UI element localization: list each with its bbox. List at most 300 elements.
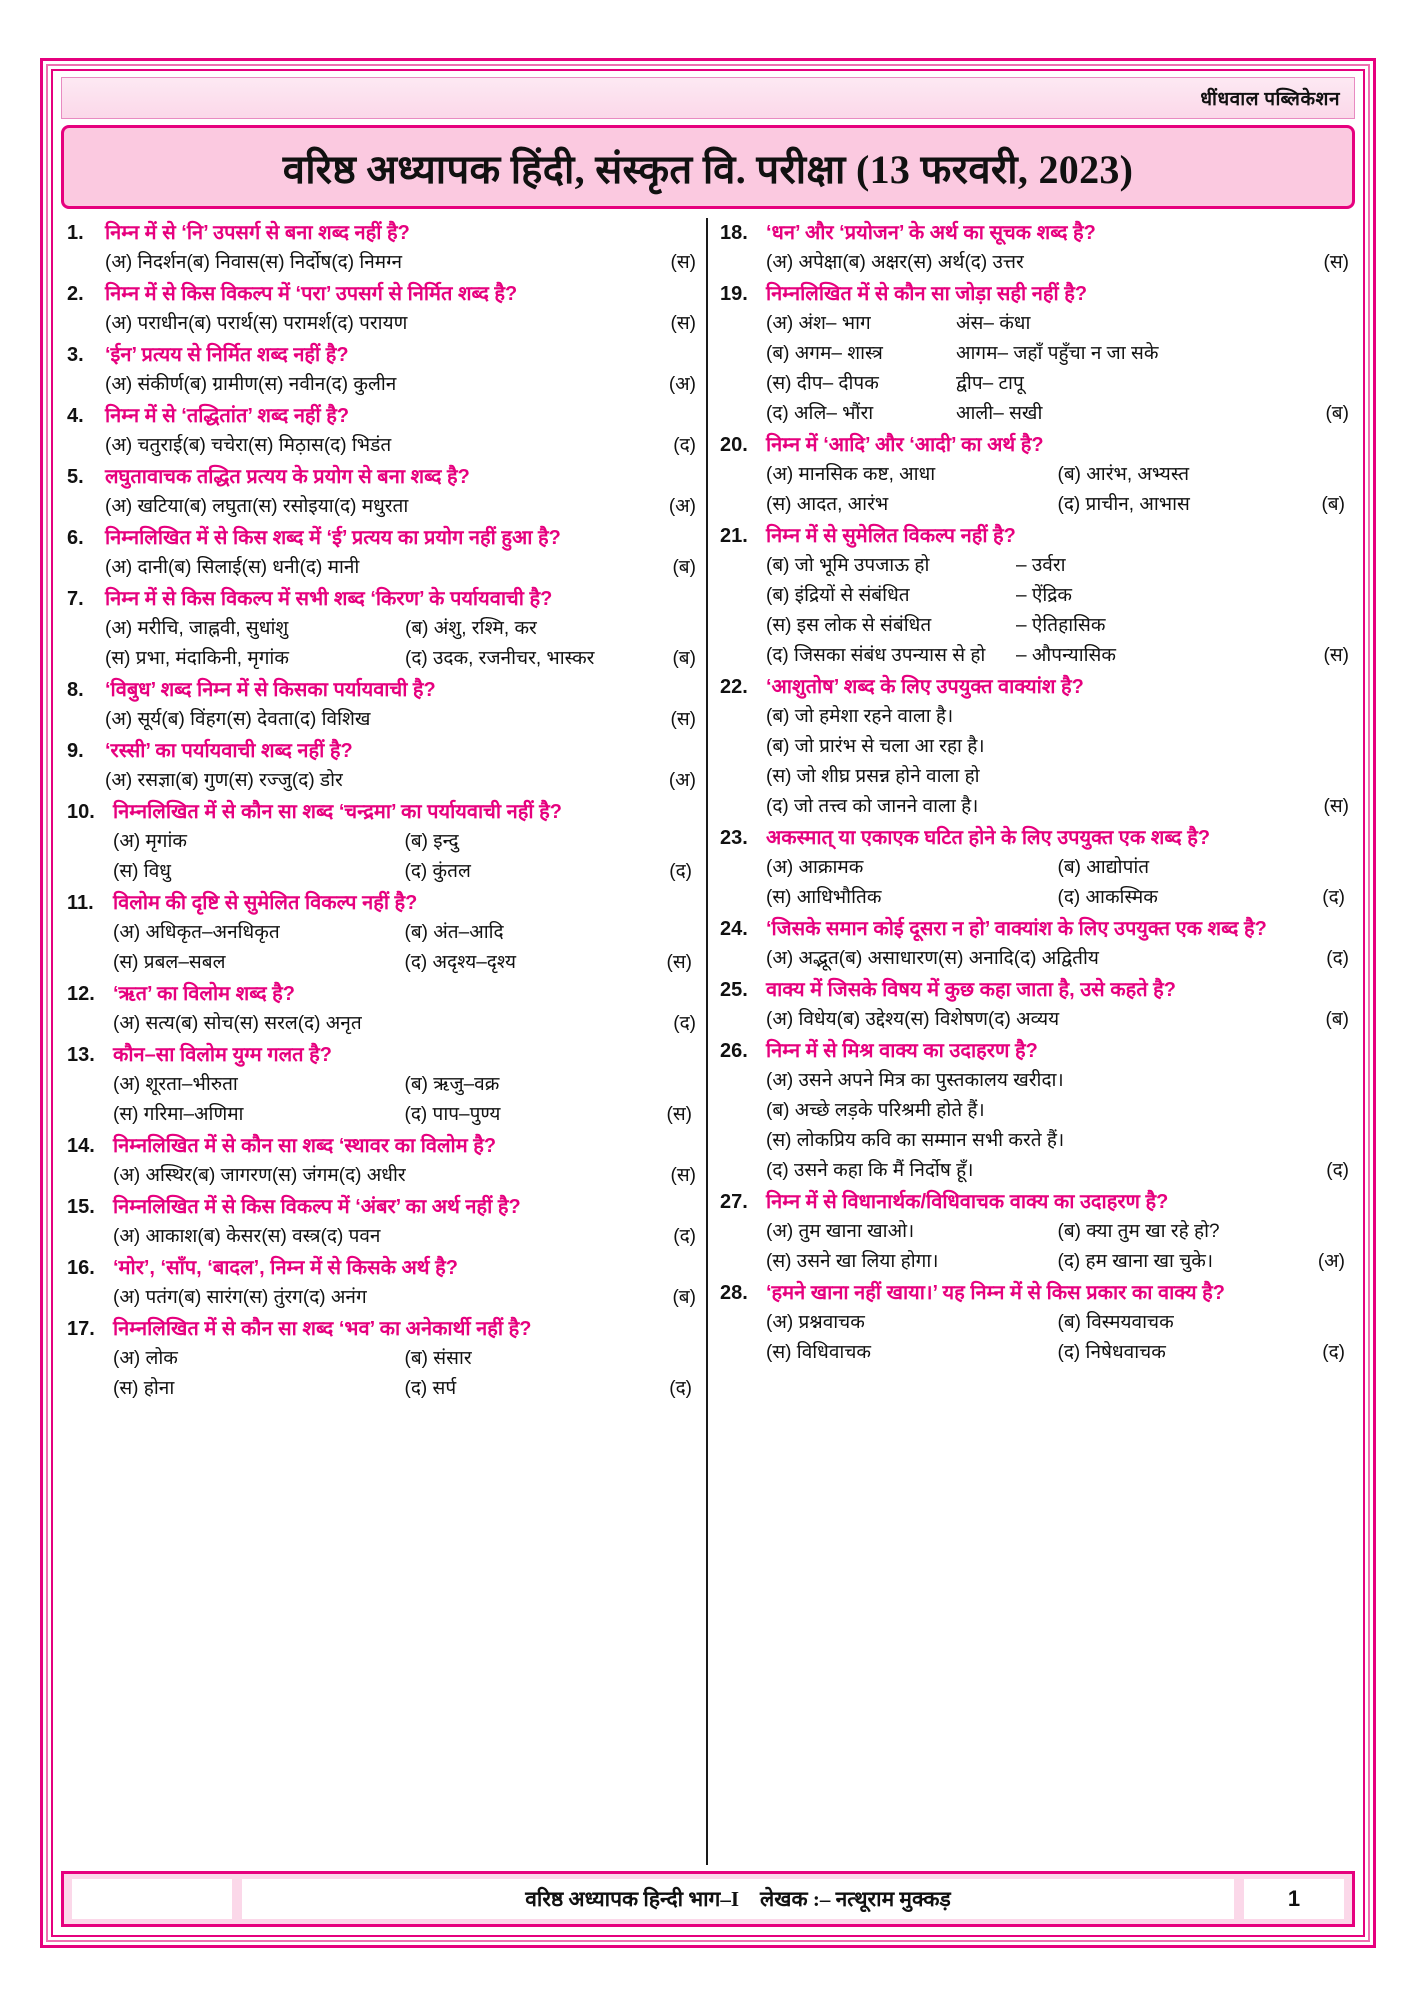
question-number: 13.: [67, 1044, 95, 1066]
question-text: निम्न में से मिश्र वाक्य का उदाहरण है?: [766, 1040, 1038, 1062]
option-row: [105, 705, 696, 735]
title-banner: [61, 125, 1355, 209]
option-right[interactable]: [405, 1374, 697, 1404]
option-left[interactable]: (स) उसने खा लिया होगा।: [766, 1251, 939, 1272]
option-pair-right[interactable]: आली– सखी: [956, 403, 1043, 424]
option-pair-left[interactable]: (ब) अगम– शास्त्र: [766, 343, 883, 364]
answer-key: (अ): [668, 496, 696, 517]
answer-key: (द): [1322, 1342, 1345, 1363]
question-number: 8.: [67, 679, 84, 701]
option-right-label[interactable]: (द) अदृश्य–दृश्य: [404, 952, 516, 973]
option-text[interactable]: (स) जो शीघ्र प्रसन्न होने वाला हो: [766, 766, 980, 787]
option-2[interactable]: (स) सरल: [233, 1013, 298, 1034]
question-item: [67, 462, 696, 522]
question-body: [766, 1278, 1349, 1368]
option-2[interactable]: (स) परामर्श: [252, 313, 332, 334]
answer-key: (द): [1326, 1160, 1349, 1181]
option-0[interactable]: (अ) चतुराई: [105, 435, 183, 456]
option-right-label[interactable]: (द) कुंतल: [404, 861, 471, 882]
option-0[interactable]: (अ) अद्भूत: [766, 948, 839, 969]
question-item: [67, 279, 696, 339]
question-number: 12.: [67, 983, 95, 1005]
option-left[interactable]: (अ) लोक: [113, 1348, 178, 1369]
question-body: [766, 975, 1349, 1035]
option-3[interactable]: (द) परायण: [331, 313, 408, 334]
option-right[interactable]: [405, 948, 697, 978]
option-left[interactable]: (अ) तुम खाना खाओ।: [766, 1221, 915, 1242]
option-right-label[interactable]: (द) सर्प: [404, 1378, 457, 1399]
footer-left-box: [72, 1879, 232, 1919]
question-number: 14.: [67, 1135, 95, 1157]
option-row: [766, 309, 1349, 339]
option-3[interactable]: (द) अनंग: [302, 1287, 367, 1308]
question-item: [67, 797, 696, 887]
answer-key: (स): [666, 1104, 692, 1125]
option-pair-left[interactable]: (अ) अंश– भाग: [766, 313, 871, 334]
option-0[interactable]: (अ) अस्थिर: [113, 1165, 192, 1186]
question-item: [67, 1040, 696, 1130]
question-text: ‘रस्सी’ का पर्यायवाची शब्द नहीं है?: [105, 740, 353, 762]
question-text: ‘धन’ और ‘प्रयोजन’ के अर्थ का सूचक शब्द है?: [766, 222, 1096, 244]
question-number: 2.: [67, 283, 84, 305]
question-body: [113, 1040, 696, 1130]
question-text: निम्न में से सुमेलित विकल्प नहीं है?: [766, 525, 1016, 547]
option-pair-right[interactable]: आगम– जहाँ पहुँचा न जा सके: [956, 343, 1159, 364]
question-text: निम्नलिखित में से किस शब्द में ‘ई’ प्रत्यय का प्रयोग नहीं हुआ है?: [105, 527, 561, 549]
option-row: [766, 611, 1349, 641]
option-text[interactable]: (द) उसने कहा कि मैं निर्दोष हूँ।: [766, 1160, 974, 1181]
option-right-label[interactable]: (ब) अंत–आदि: [404, 922, 504, 943]
answer-key: (स): [1323, 645, 1349, 666]
option-row: [766, 762, 1349, 792]
option-left[interactable]: (अ) मानसिक कष्ट, आधा: [766, 464, 936, 485]
option-row: [766, 1066, 1349, 1096]
option-pair-right[interactable]: – उर्वरा: [1016, 555, 1066, 576]
option-2[interactable]: (स) देवता: [226, 709, 294, 730]
option-row: [766, 1126, 1349, 1156]
question-text: ‘जिसके समान कोई दूसरा न हो’ वाक्यांश के लिए उपयुक्त एक शब्द है?: [766, 918, 1267, 940]
page-frame-inner: [46, 64, 1370, 1942]
option-2[interactable]: (स) विशेषण: [904, 1009, 989, 1030]
option-2[interactable]: (स) रसोइया: [252, 496, 334, 517]
option-left[interactable]: (स) होना: [113, 1378, 175, 1399]
question-body: [61, 218, 1355, 1865]
option-row: [766, 702, 1349, 732]
question-item: [67, 523, 696, 583]
question-body: [766, 914, 1349, 974]
question-text: ‘विबुध’ शब्द निम्न में से किसका पर्यायवाची है?: [105, 679, 436, 701]
question-item: [67, 340, 696, 400]
option-right-label[interactable]: (ब) आरंभ, अभ्यस्त: [1057, 464, 1190, 485]
question-body: [105, 218, 696, 278]
page-frame: [40, 58, 1376, 1948]
option-row: [113, 1161, 696, 1191]
option-pair-left[interactable]: (स) प्रभा, मंदाकिनी, मृगांक: [105, 648, 289, 669]
option-row: [766, 853, 1349, 883]
option-right[interactable]: [1058, 460, 1350, 490]
answer-key: (द): [669, 1378, 692, 1399]
option-pair-right[interactable]: (ब) अंशु, रश्मि, कर: [405, 618, 537, 639]
option-2[interactable]: (स) तुंरग: [242, 1287, 303, 1308]
question-item: [720, 672, 1349, 822]
option-row: [105, 614, 696, 644]
question-text: वाक्य में जिसके विषय में कुछ कहा जाता है, उसे कहते है?: [766, 979, 1177, 1001]
question-number: 9.: [67, 740, 84, 762]
option-row: [766, 248, 1349, 278]
option-3[interactable]: (द) अद्वितीय: [1013, 948, 1099, 969]
option-0[interactable]: (अ) पराधीन: [105, 313, 189, 334]
question-text: विलोम की दृष्टि से सुमेलित विकल्प नहीं है?: [113, 892, 418, 914]
option-row: [766, 399, 1349, 429]
question-body: [105, 340, 696, 400]
option-1[interactable]: (ब) ग्रामीण: [183, 374, 258, 395]
option-row: [113, 1070, 696, 1100]
option-row: [113, 1222, 696, 1252]
question-body: [113, 1253, 696, 1313]
option-right-label[interactable]: (ब) क्या तुम खा रहे हो?: [1057, 1221, 1220, 1242]
question-text: निम्न में से किस विकल्प में ‘परा’ उपसर्ग से निर्मित शब्द है?: [105, 283, 518, 305]
option-1[interactable]: (ब) सोच: [174, 1013, 234, 1034]
option-1[interactable]: (ब) लघुता: [183, 496, 253, 517]
option-2[interactable]: (स) निर्दोष: [259, 252, 332, 273]
option-left[interactable]: (स) प्रबल–सबल: [113, 952, 226, 973]
question-text: निम्न में से विधानार्थक/विधिवाचक वाक्य का उदाहरण है?: [766, 1191, 1169, 1213]
question-text: निम्नलिखित में से कौन सा जोड़ा सही नहीं है?: [766, 283, 1088, 305]
question-item: [67, 1131, 696, 1191]
option-row: [105, 248, 696, 278]
publisher-strip: [61, 77, 1355, 119]
question-text: ‘ऋत’ का विलोम शब्द है?: [113, 983, 295, 1005]
option-row: [766, 641, 1349, 671]
option-row: [113, 1344, 696, 1374]
option-row: [105, 370, 696, 400]
question-text: लघुतावाचक तद्धित प्रत्यय के प्रयोग से बना शब्द है?: [105, 466, 470, 488]
question-text: निम्नलिखित में से कौन सा शब्द ‘चन्द्रमा’ का पर्यायवाची नहीं है?: [113, 801, 562, 823]
option-left[interactable]: (स) विधिवाचक: [766, 1342, 872, 1363]
option-row: [113, 1374, 696, 1404]
question-body: [766, 279, 1349, 429]
option-right[interactable]: [405, 1070, 697, 1100]
option-1[interactable]: (ब) परार्थ: [188, 313, 253, 334]
question-body: [113, 888, 696, 978]
option-1[interactable]: (ब) गुण: [175, 770, 229, 791]
question-number: 11.: [67, 892, 94, 914]
question-number: 4.: [67, 405, 84, 427]
question-text: निम्न में से ‘नि’ उपसर्ग से बना शब्द नहीं है?: [105, 222, 410, 244]
option-text[interactable]: (स) लोकप्रिय कवि का सम्मान सभी करते हैं।: [766, 1130, 1065, 1151]
option-1[interactable]: (ब) केसर: [197, 1226, 262, 1247]
question-item: [67, 401, 696, 461]
option-1[interactable]: (ब) जागरण: [191, 1165, 272, 1186]
left-column: [61, 218, 708, 1865]
option-2[interactable]: (स) वस्त्र: [261, 1226, 321, 1247]
option-left[interactable]: (अ) आक्रामक: [766, 857, 864, 878]
option-2[interactable]: (स) मिठ़ास: [247, 435, 324, 456]
option-3[interactable]: (द) पवन: [320, 1226, 381, 1247]
answer-key: (स): [1323, 252, 1349, 273]
option-row: [113, 918, 696, 948]
option-1[interactable]: (ब) असाधारण: [838, 948, 938, 969]
option-left[interactable]: (अ) प्रश्नवाचक: [766, 1312, 865, 1333]
option-row: [766, 490, 1349, 520]
question-item: [67, 584, 696, 674]
publisher-name: धींधवाल पब्लिकेशन: [1200, 89, 1340, 110]
question-item: [67, 979, 696, 1039]
option-row: [105, 553, 696, 583]
option-row: [766, 944, 1349, 974]
option-left[interactable]: (स) आदत, आरंभ: [766, 494, 889, 515]
option-1[interactable]: (ब) विंहग: [161, 709, 227, 730]
question-body: [105, 736, 696, 796]
option-2[interactable]: (स) अर्थ: [907, 252, 965, 273]
option-0[interactable]: (अ) दानी: [105, 557, 168, 578]
option-right-label[interactable]: (ब) आद्योपांत: [1057, 857, 1150, 878]
footer-book-title: [525, 1885, 951, 1913]
question-text: कौन–सा विलोम युग्म गलत है?: [113, 1044, 332, 1066]
option-right-label[interactable]: (ब) ऋजु–वक्र: [404, 1074, 500, 1095]
option-row: [766, 551, 1349, 581]
option-pair-left[interactable]: (द) अलि– भौंरा: [766, 403, 874, 424]
option-2[interactable]: (स) रज्जु: [228, 770, 292, 791]
question-item: [67, 218, 696, 278]
option-1[interactable]: (ब) चचेरा: [182, 435, 248, 456]
option-row: [113, 827, 696, 857]
question-number: 7.: [67, 588, 84, 610]
option-text[interactable]: (अ) उसने अपने मित्र का पुस्तकालय खरीदा।: [766, 1070, 1064, 1091]
question-body: [766, 672, 1349, 822]
answer-key: (द): [1322, 887, 1345, 908]
option-row: [113, 1009, 696, 1039]
question-item: [720, 430, 1349, 520]
option-right-label[interactable]: (द) आकस्मिक: [1057, 887, 1158, 908]
option-right[interactable]: [1058, 1217, 1350, 1247]
question-text: अकस्मात् या एकाएक घटित होने के लिए उपयुक्त एक शब्द है?: [766, 827, 1211, 849]
option-0[interactable]: (अ) रसज्ञा: [105, 770, 176, 791]
option-3[interactable]: (द) अनृत: [297, 1013, 362, 1034]
option-right-label[interactable]: (द) प्राचीन, आभास: [1057, 494, 1190, 515]
question-text: ‘ईन’ प्रत्यय से निर्मित शब्द नहीं है?: [105, 344, 349, 366]
question-number: 10.: [67, 801, 95, 823]
answer-key: (द): [673, 435, 696, 456]
option-pair-left[interactable]: (स) इस लोक से संबंधित: [766, 615, 932, 636]
question-body: [766, 521, 1349, 671]
option-row: [766, 1217, 1349, 1247]
question-text: ‘आशुतोष’ शब्द के लिए उपयुक्त वाक्यांश है?: [766, 676, 1084, 698]
option-right[interactable]: [405, 1100, 697, 1130]
question-item: [720, 218, 1349, 278]
answer-key: (ब): [1321, 494, 1345, 515]
question-text: निम्न में से किस विकल्प में सभी शब्द ‘किरण’ के पर्यायवाची है?: [105, 588, 553, 610]
option-text[interactable]: (ब) जो प्रारंभ से चला आ रहा है।: [766, 736, 985, 757]
answer-key: (अ): [668, 374, 696, 395]
option-left[interactable]: (अ) अधिकृत–अनधिकृत: [113, 922, 280, 943]
option-pair-left[interactable]: (द) जिसका संबंध उपन्यास से हो: [766, 645, 986, 666]
option-row: [766, 1096, 1349, 1126]
option-left[interactable]: (स) आधिभौतिक: [766, 887, 882, 908]
option-pair-right[interactable]: द्वीप– टापू: [956, 373, 1024, 394]
question-body: [766, 823, 1349, 913]
option-pair-left[interactable]: (ब) जो भूमि उपजाऊ हो: [766, 555, 930, 576]
option-pair-right[interactable]: – ऐंद्रिक: [1016, 585, 1072, 606]
option-2[interactable]: (स) जंगम: [271, 1165, 339, 1186]
option-2[interactable]: (स) धनी: [241, 557, 300, 578]
option-right[interactable]: [405, 1344, 697, 1374]
question-item: [720, 279, 1349, 429]
answer-key: (द): [1326, 948, 1349, 969]
question-item: [720, 521, 1349, 671]
option-1[interactable]: (ब) निवास: [186, 252, 260, 273]
option-3[interactable]: (द) अधीर: [338, 1165, 406, 1186]
question-number: 23.: [720, 827, 748, 849]
answer-key: (ब): [672, 648, 696, 669]
question-body: [105, 675, 696, 735]
question-body: [766, 1036, 1349, 1186]
option-1[interactable]: (ब) उद्देश्य: [836, 1009, 905, 1030]
option-row: [113, 857, 696, 887]
answer-key: (अ): [668, 770, 696, 791]
option-right[interactable]: [405, 918, 697, 948]
question-number: 21.: [720, 525, 748, 547]
question-text: निम्नलिखित में से कौन सा शब्द ‘भव’ का अनेकार्थी नहीं है?: [113, 1318, 532, 1340]
option-left[interactable]: (स) गरिमा–अणिमा: [113, 1104, 244, 1125]
option-right-label[interactable]: (ब) संसार: [404, 1348, 472, 1369]
option-text[interactable]: (ब) अच्छे लड़के परिश्रमी होते हैं।: [766, 1100, 985, 1121]
option-right[interactable]: [405, 827, 697, 857]
question-number: 5.: [67, 466, 84, 488]
option-right[interactable]: [1058, 1308, 1350, 1338]
option-pair-left[interactable]: (ब) इंद्रियों से संबंधित: [766, 585, 910, 606]
question-number: 15.: [67, 1196, 95, 1218]
option-right-label[interactable]: (ब) विस्मयवाचक: [1057, 1312, 1174, 1333]
option-3[interactable]: (द) अव्यय: [988, 1009, 1060, 1030]
answer-key: (ब): [672, 1287, 696, 1308]
answer-key: (द): [673, 1013, 696, 1034]
question-body: [113, 1314, 696, 1404]
option-right[interactable]: [1058, 853, 1350, 883]
option-1[interactable]: (ब) सारंग: [177, 1287, 243, 1308]
question-number: 20.: [720, 434, 748, 456]
question-body: [113, 1192, 696, 1252]
option-right[interactable]: [1058, 490, 1350, 520]
option-row: [766, 1308, 1349, 1338]
question-body: [113, 1131, 696, 1191]
option-pair-right[interactable]: – ऐतिहासिक: [1016, 615, 1106, 636]
option-2[interactable]: (स) नवीन: [258, 374, 326, 395]
option-0[interactable]: (अ) विधेय: [766, 1009, 837, 1030]
page-number: 1: [1287, 1886, 1301, 1911]
option-left[interactable]: (स) विधु: [113, 861, 171, 882]
question-body: [105, 401, 696, 461]
question-body: [766, 218, 1349, 278]
option-pair-right[interactable]: – औपन्यासिक: [1016, 645, 1116, 666]
option-row: [766, 732, 1349, 762]
option-3[interactable]: (द) भिडंत: [323, 435, 392, 456]
question-number: 28.: [720, 1282, 748, 1304]
option-0[interactable]: (अ) अपेक्षा: [766, 252, 843, 273]
option-row: [766, 339, 1349, 369]
option-0[interactable]: (अ) पतंग: [113, 1287, 178, 1308]
option-row: [113, 948, 696, 978]
option-row: [766, 792, 1349, 822]
footer-page-box: [1244, 1879, 1344, 1919]
option-right[interactable]: [405, 857, 697, 887]
option-3[interactable]: (द) निमग्न: [331, 252, 403, 273]
option-pair-left[interactable]: (स) दीप– दीपक: [766, 373, 879, 394]
option-right-label[interactable]: (द) हम खाना खा चुके।: [1057, 1251, 1214, 1272]
question-number: 6.: [67, 527, 84, 549]
option-row: [766, 883, 1349, 913]
option-row: [105, 492, 696, 522]
option-0[interactable]: (अ) आकाश: [113, 1226, 198, 1247]
option-left[interactable]: (अ) शूरता–भीरुता: [113, 1074, 238, 1095]
option-3[interactable]: (द) मधुरता: [333, 496, 409, 517]
question-body: [113, 979, 696, 1039]
answer-key: (अ): [1317, 1251, 1345, 1272]
question-body: [766, 1187, 1349, 1277]
option-3[interactable]: (द) कुलीन: [325, 374, 397, 395]
question-text: ‘मोर’, ‘साँप, ‘बादल’, निम्न में से किसके अर्थ है?: [113, 1257, 458, 1279]
option-row: [766, 1247, 1349, 1277]
option-left[interactable]: (अ) मृगांक: [113, 831, 188, 852]
option-2[interactable]: (स) अनादि: [937, 948, 1014, 969]
footer-center-box: [242, 1879, 1234, 1919]
question-text: निम्नलिखित में से कौन सा शब्द ‘स्थावर का विलोम है?: [113, 1135, 497, 1157]
question-body: [105, 584, 696, 674]
answer-key: (स): [670, 252, 696, 273]
option-pair-right[interactable]: (द) उदक, रजनीचर, भास्कर: [405, 648, 595, 669]
question-item: [720, 975, 1349, 1035]
page-footer: [61, 1871, 1355, 1927]
option-text[interactable]: (ब) जो हमेशा रहने वाला है।: [766, 706, 954, 727]
question-item: [720, 914, 1349, 974]
option-right-label[interactable]: (द) निषेधवाचक: [1057, 1342, 1166, 1363]
option-pair-left[interactable]: (अ) मरीचि, जाह्नवी, सुधांशु: [105, 618, 289, 639]
option-3[interactable]: (द) विशिख: [293, 709, 371, 730]
option-1[interactable]: (ब) सिलाई: [167, 557, 242, 578]
option-0[interactable]: (अ) संकीर्ण: [105, 374, 184, 395]
question-number: 22.: [720, 676, 748, 698]
option-0[interactable]: (अ) खटिया: [105, 496, 184, 517]
option-3[interactable]: (द) डोर: [291, 770, 343, 791]
option-3[interactable]: (द) उत्तर: [964, 252, 1024, 273]
option-0[interactable]: (अ) निदर्शन: [105, 252, 187, 273]
option-row: [766, 369, 1349, 399]
answer-key: (स): [1323, 796, 1349, 817]
option-text[interactable]: (द) जो तत्त्व को जानने वाला है।: [766, 796, 979, 817]
question-number: 17.: [67, 1318, 95, 1340]
option-3[interactable]: (द) मानी: [299, 557, 360, 578]
answer-key: (ब): [1325, 1009, 1349, 1030]
question-text: ‘हमने खाना नहीं खाया।’ यह निम्न में से किस प्रकार का वाक्य है?: [766, 1282, 1225, 1304]
option-1[interactable]: (ब) अक्षर: [842, 252, 908, 273]
answer-key: (द): [673, 1226, 696, 1247]
option-right[interactable]: [1058, 1338, 1350, 1368]
answer-key: (स): [670, 709, 696, 730]
option-right[interactable]: [1058, 1247, 1350, 1277]
question-number: 16.: [67, 1257, 95, 1279]
footer-book-label: वरिष्ठ अध्यापक हिन्दी भाग–I: [525, 1887, 740, 1911]
option-0[interactable]: (अ) सूर्य: [105, 709, 162, 730]
question-text: निम्न में से ‘तद्धितांत’ शब्द नहीं है?: [105, 405, 350, 427]
question-item: [67, 675, 696, 735]
option-pair-right[interactable]: अंस– कंधा: [956, 313, 1031, 334]
option-right-label[interactable]: (द) पाप–पुण्य: [404, 1104, 501, 1125]
option-0[interactable]: (अ) सत्य: [113, 1013, 175, 1034]
option-right[interactable]: [1058, 883, 1350, 913]
page-content: [51, 69, 1365, 1937]
option-right-label[interactable]: (ब) इन्दु: [404, 831, 459, 852]
option-row: [766, 1338, 1349, 1368]
